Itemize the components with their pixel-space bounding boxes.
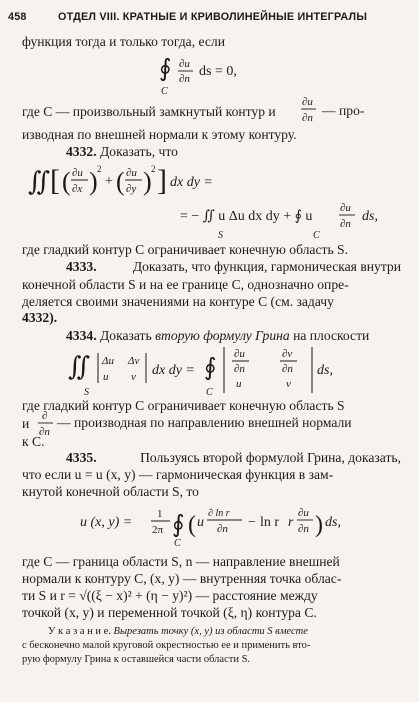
problem-text: Доказать, что	[100, 144, 178, 159]
note-line-3: рую формулу Грина к оставшейся части области S.	[22, 654, 251, 665]
formula-4335	[80, 502, 380, 548]
det-cell: Δv	[128, 355, 140, 367]
problem-text: Доказать	[100, 328, 152, 343]
exponent-2: 2	[151, 164, 156, 174]
frac-num: ∂u	[72, 167, 83, 179]
contour-label: C	[206, 387, 213, 398]
inline-frac-du-dn	[300, 94, 320, 126]
det-frac-num: ∂v	[282, 348, 293, 360]
det-cell: v	[286, 378, 291, 390]
double-integral-sign: ∬	[68, 352, 91, 381]
paren-open: (	[116, 167, 125, 196]
frac-num: ∂u	[302, 96, 313, 108]
det-frac-den: ∂n	[282, 363, 293, 375]
problem-number: 4335.	[66, 450, 97, 465]
frac-den: ∂n	[302, 112, 313, 124]
intro-line-2b: — про-	[322, 103, 365, 118]
formula-4332-lhs	[28, 160, 288, 202]
formula-green-second	[68, 343, 408, 399]
frac-den: 2π	[152, 524, 164, 536]
frac-den: ∂y	[126, 183, 137, 195]
frac-num: ∂u	[298, 507, 309, 519]
paren-open: (	[62, 167, 71, 196]
formula-mid: ln r	[260, 515, 280, 530]
intro-line-3: изводная по внешней нормали к этому контуру.	[22, 127, 297, 142]
det-cell: v	[131, 371, 136, 383]
term-r: r	[288, 515, 294, 530]
problem-text: Пользуясь второй формулой Грина, доказать,	[140, 450, 401, 465]
problem-4335-after-1: где C — граница области S, n — направление внешней	[22, 554, 340, 569]
formula-end: dx dy =	[170, 175, 213, 190]
problem-4335-after-4: точкой (x, y) и переменной точкой (ξ, η) контура C.	[22, 605, 317, 620]
formula-mid: dx dy =	[152, 363, 195, 378]
term-u: u	[197, 515, 204, 530]
running-head: ОТДЕЛ VIII. КРАТНЫЕ И КРИВОЛИНЕЙНЫЕ ИНТЕГРАЛЫ	[58, 11, 368, 23]
plus: +	[105, 174, 113, 189]
note-line-2: с бесконечно малой круговой окрестностью ее и применить вто-	[22, 640, 311, 651]
problem-4333-line-2: конечной области S и на ее границе C, однозначно опре-	[22, 277, 349, 292]
after-text: и	[22, 416, 30, 431]
frac-den: ∂n	[179, 73, 190, 85]
note-line-1	[48, 625, 401, 638]
problem-4333-line-3: деляется своими значениями на контуре C (см. задачу	[22, 294, 334, 309]
intro-line-1: функция тогда и только тогда, если	[22, 34, 225, 49]
bracket-open: [	[50, 164, 60, 197]
minus: −	[248, 515, 256, 530]
note-label: У к а з а н и е.	[48, 626, 111, 637]
frac-num: ∂u	[179, 58, 190, 70]
formula-rhs-text: = − ∬ u Δu dx dy + ∮ u	[180, 209, 313, 224]
det-cell: u	[103, 371, 109, 383]
double-integral-sign: ∬	[28, 167, 51, 196]
formula-lhs: u (x, y) =	[80, 515, 133, 530]
problem-4332-after: где гладкий контур C ограничивает конечную область S.	[22, 242, 348, 257]
problem-number: 4333.	[66, 259, 97, 274]
frac-num: 1	[157, 508, 163, 520]
det-cell: Δu	[102, 355, 114, 367]
formula-rhs: ds = 0,	[199, 64, 237, 79]
frac-num: ∂	[42, 410, 48, 422]
formula-end: ds,	[325, 515, 341, 530]
problem-4335-line-3: кнутой конечной области S, то	[22, 484, 199, 499]
problem-text-italic: вторую формулу Грина	[155, 328, 290, 343]
problem-number: 4334.	[66, 328, 97, 343]
contour-label: C	[313, 230, 320, 241]
problem-4335-after-2: нормали к контуру C, (x, y) — внутренняя точка облас-	[22, 571, 342, 586]
frac-num: ∂u	[340, 202, 351, 214]
formula-end: ds,	[317, 363, 333, 378]
frac-den: ∂n	[340, 218, 351, 230]
problem-number: 4332.	[66, 144, 97, 159]
frac-den: ∂x	[72, 183, 83, 195]
formula-end: ds,	[362, 209, 378, 224]
region-label: S	[218, 230, 223, 241]
problem-text: Доказать, что функция, гармоническая внутри	[132, 259, 401, 274]
intro-line-2a: где C — произвольный замкнутый контур и	[22, 104, 276, 119]
paren-open: (	[188, 512, 196, 538]
paren-close: )	[89, 167, 98, 196]
frac-den: ∂n	[298, 523, 309, 535]
problem-4334-after-3: к C.	[22, 434, 45, 449]
det-cell: u	[236, 378, 242, 390]
problem-text: на плоскости	[293, 328, 370, 343]
contour-label: C	[174, 538, 181, 548]
contour-integral-sign: ∮	[159, 56, 172, 82]
frac-den: ∂n	[39, 426, 50, 438]
problem-4332-title	[66, 143, 401, 160]
det-frac-num: ∂u	[234, 348, 245, 360]
formula-contour-du-dn	[155, 52, 265, 96]
problem-4334-after-2b: — производная по направлению внешней нормали	[57, 415, 352, 430]
region-label: S	[84, 387, 89, 398]
contour-integral-sign: ∮	[172, 512, 185, 538]
contour-integral-sign: ∮	[204, 355, 217, 381]
paren-close: )	[143, 167, 152, 196]
problem-4333-ref: 4332).	[22, 310, 58, 325]
page-number: 458	[8, 11, 27, 23]
formula-4332-rhs	[180, 198, 410, 244]
note-text: Вырезать точку (x, y) из области S вместе	[113, 626, 308, 637]
frac-num: ∂u	[126, 167, 137, 179]
problem-4333-line-1	[66, 258, 401, 275]
frac-num: ∂ ln r	[208, 508, 230, 519]
paren-close: )	[315, 512, 323, 538]
problem-4335-line-1	[66, 449, 401, 466]
problem-4334-title	[66, 327, 401, 344]
problem-4334-after-1: где гладкий контур C ограничивает конечную область S	[22, 398, 345, 413]
frac-den: ∂n	[217, 523, 228, 535]
problem-4335-after-3: ти S и r = √((ξ − x)² + (η − y)²) — расстояние между	[22, 588, 318, 603]
problem-4335-line-2: что если u = u (x, y) — гармоническая функция в зам-	[22, 467, 334, 482]
contour-c-label: C	[161, 86, 168, 96]
bracket-close: ]	[157, 164, 167, 197]
det-frac-den: ∂n	[234, 363, 245, 375]
exponent-2: 2	[97, 164, 102, 174]
